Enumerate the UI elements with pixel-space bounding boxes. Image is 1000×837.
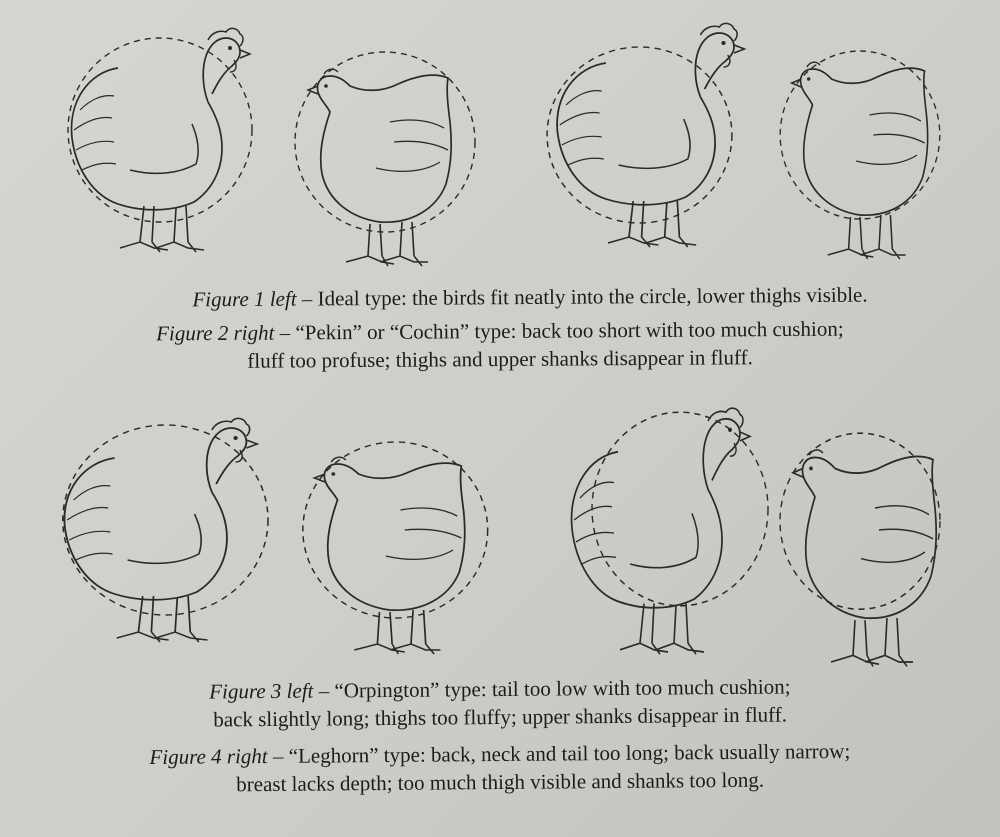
figure-label: Figure 3 left — [209, 678, 314, 704]
figure-4-caption — [20, 736, 980, 800]
figure-1-cock — [68, 28, 252, 252]
figure-label: Figure 4 right — [149, 744, 268, 770]
circle-outline-icon — [303, 442, 488, 618]
figure-2-hen — [780, 51, 940, 259]
figure-2-cock — [547, 23, 744, 247]
figure-3-hen — [303, 442, 488, 654]
figure-4-hen — [780, 433, 940, 666]
caption-dash: – — [274, 320, 296, 345]
figure-3-caption — [20, 671, 980, 735]
caption-line: “Pekin” or “Cochin” type: back too short with too much cushion; — [295, 316, 844, 345]
caption-line: Ideal type: the birds fit neatly into the circle, lower thighs visible. — [317, 282, 868, 311]
figure-label: Figure 1 left — [192, 286, 297, 312]
circle-outline-icon — [780, 433, 940, 609]
caption-dash: – — [267, 743, 289, 769]
circle-outline-icon — [63, 425, 268, 615]
circle-outline-icon — [68, 38, 252, 222]
figure-2-caption — [60, 314, 940, 376]
figure-4-cock — [572, 408, 768, 654]
figure-label: Figure 2 right — [156, 320, 275, 346]
figure-3-cock — [63, 418, 268, 642]
figure-1-hen — [295, 52, 475, 266]
circle-outline-icon — [592, 412, 768, 606]
caption-dash: – — [296, 286, 318, 311]
caption-line: fluff too profuse; thighs and upper shanks disappear in fluff. — [247, 345, 753, 373]
caption-line: “Orpington” type: tail too low with too much cushion; — [334, 674, 791, 703]
circle-outline-icon — [547, 47, 732, 223]
caption-line: “Leghorn” type: back, neck and tail too long; back usually narrow; — [288, 738, 851, 768]
caption-dash: – — [313, 678, 335, 703]
caption-line: back slightly long; thighs too fluffy; upper shanks disappear in fluff. — [213, 702, 788, 732]
caption-line: breast lacks depth; too much thigh visible and shanks too long. — [236, 767, 765, 797]
circle-outline-icon — [780, 51, 940, 219]
